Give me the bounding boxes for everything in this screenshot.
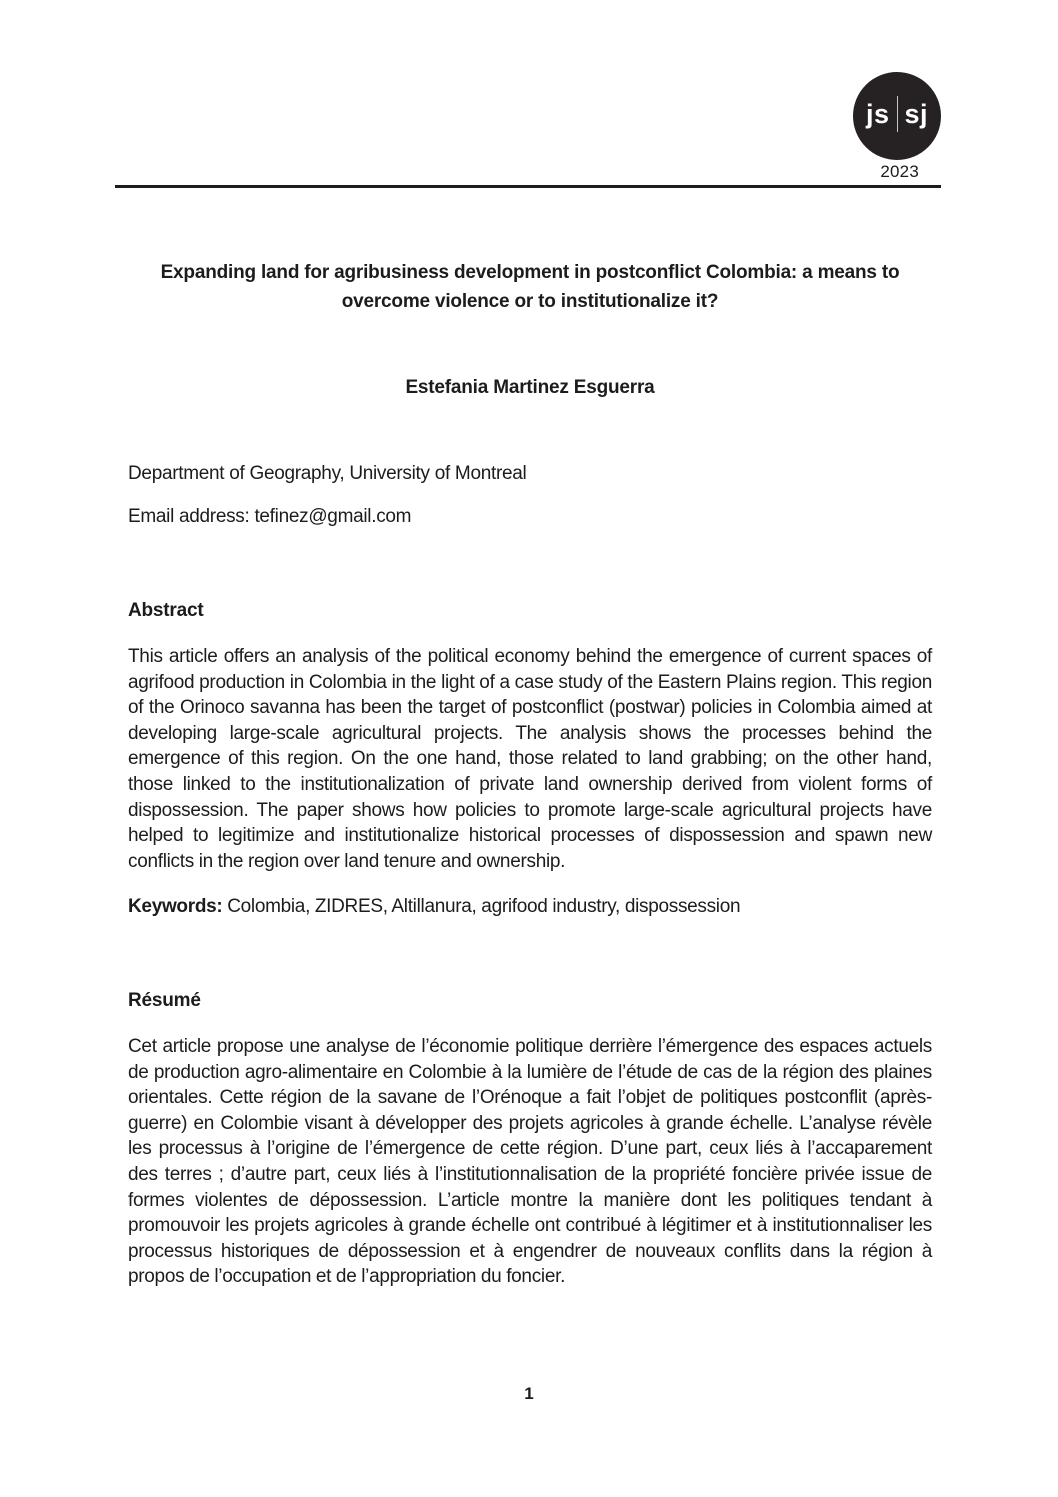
resume-text: Cet article propose une analyse de l’économie politique derrière l’émergence des espaces actuels de production agro-alimentaire en Colombie à la lumière de l’étude de cas de la région des plaines orientales. Cette région de la savane de l’Orénoque a fait l’objet de politiques postconflit (après-guerre) en Colombie visant à développer des projets agricoles à grande échelle. L’analyse révèle les processus à l’origine de l’émergence de cette région. D’une part, ceux liés à l’accaparement des terres ; d’autre part, ceux liés à l’institutionnalisation de la propriété foncière privée issue de formes violentes de dépossession. L’article montre la manière dont les politiques tendant à promouvoir les projets agricoles à grande échelle ont contribué à légitimer et à institutionnaliser les processus historiques de dépossession et à engendrer de nouveaux conflits dans la région à propos de l’occupation et de l’appropriation du foncier. [128, 1035, 932, 1288]
keywords-line [128, 894, 932, 920]
logo-left-text: js [865, 98, 890, 129]
journal-logo-text [866, 96, 928, 136]
email-line: Email address: tefinez@gmail.com [128, 506, 412, 527]
resume-heading: Résumé [128, 989, 201, 1011]
page-footer [0, 1384, 1058, 1404]
year-label: 2023 [880, 162, 919, 181]
affiliation-line: Department of Geography, University of Montreal [128, 463, 527, 484]
keywords-list: Colombia, ZIDRES, Altillanura, agrifood industry, dispossession [222, 896, 741, 918]
logo-divider-line [897, 96, 898, 132]
page-header [0, 0, 1058, 188]
header-rule [115, 185, 941, 188]
keywords-label: Keywords: [128, 896, 223, 918]
journal-logo [853, 72, 941, 160]
abstract-text: This article offers an analysis of the political economy behind the emergence of current spaces of agrifood production in Colombia in the light of a case study of the Eastern Plains region. This region of the Orinoco savanna has been the target of postconflict (postwar) policies in Colombia aimed at developing large-scale agricultural projects. The analysis shows the processes behind the emergence of this region. On the one hand, those related to land grabbing; on the other hand, those linked to the institutionalization of private land ownership derived from violent forms of dispossession. The paper shows how policies to promote large-scale agricultural projects have helped to legitimize and institutionalize historical processes of dispossession and spawn new conflicts in the region over land tenure and ownership. [128, 646, 932, 872]
paper-body [0, 258, 1058, 1290]
logo-row [115, 0, 941, 160]
abstract-heading: Abstract [128, 600, 204, 621]
page-number: 1 [524, 1384, 534, 1403]
author-name: Estefania Martinez Esguerra [405, 377, 655, 398]
paper-title: Expanding land for agribusiness development in postconflict Colombia: a means to overcome violence or to institutionalize it? [160, 262, 900, 312]
logo-right-text: sj [904, 98, 929, 129]
